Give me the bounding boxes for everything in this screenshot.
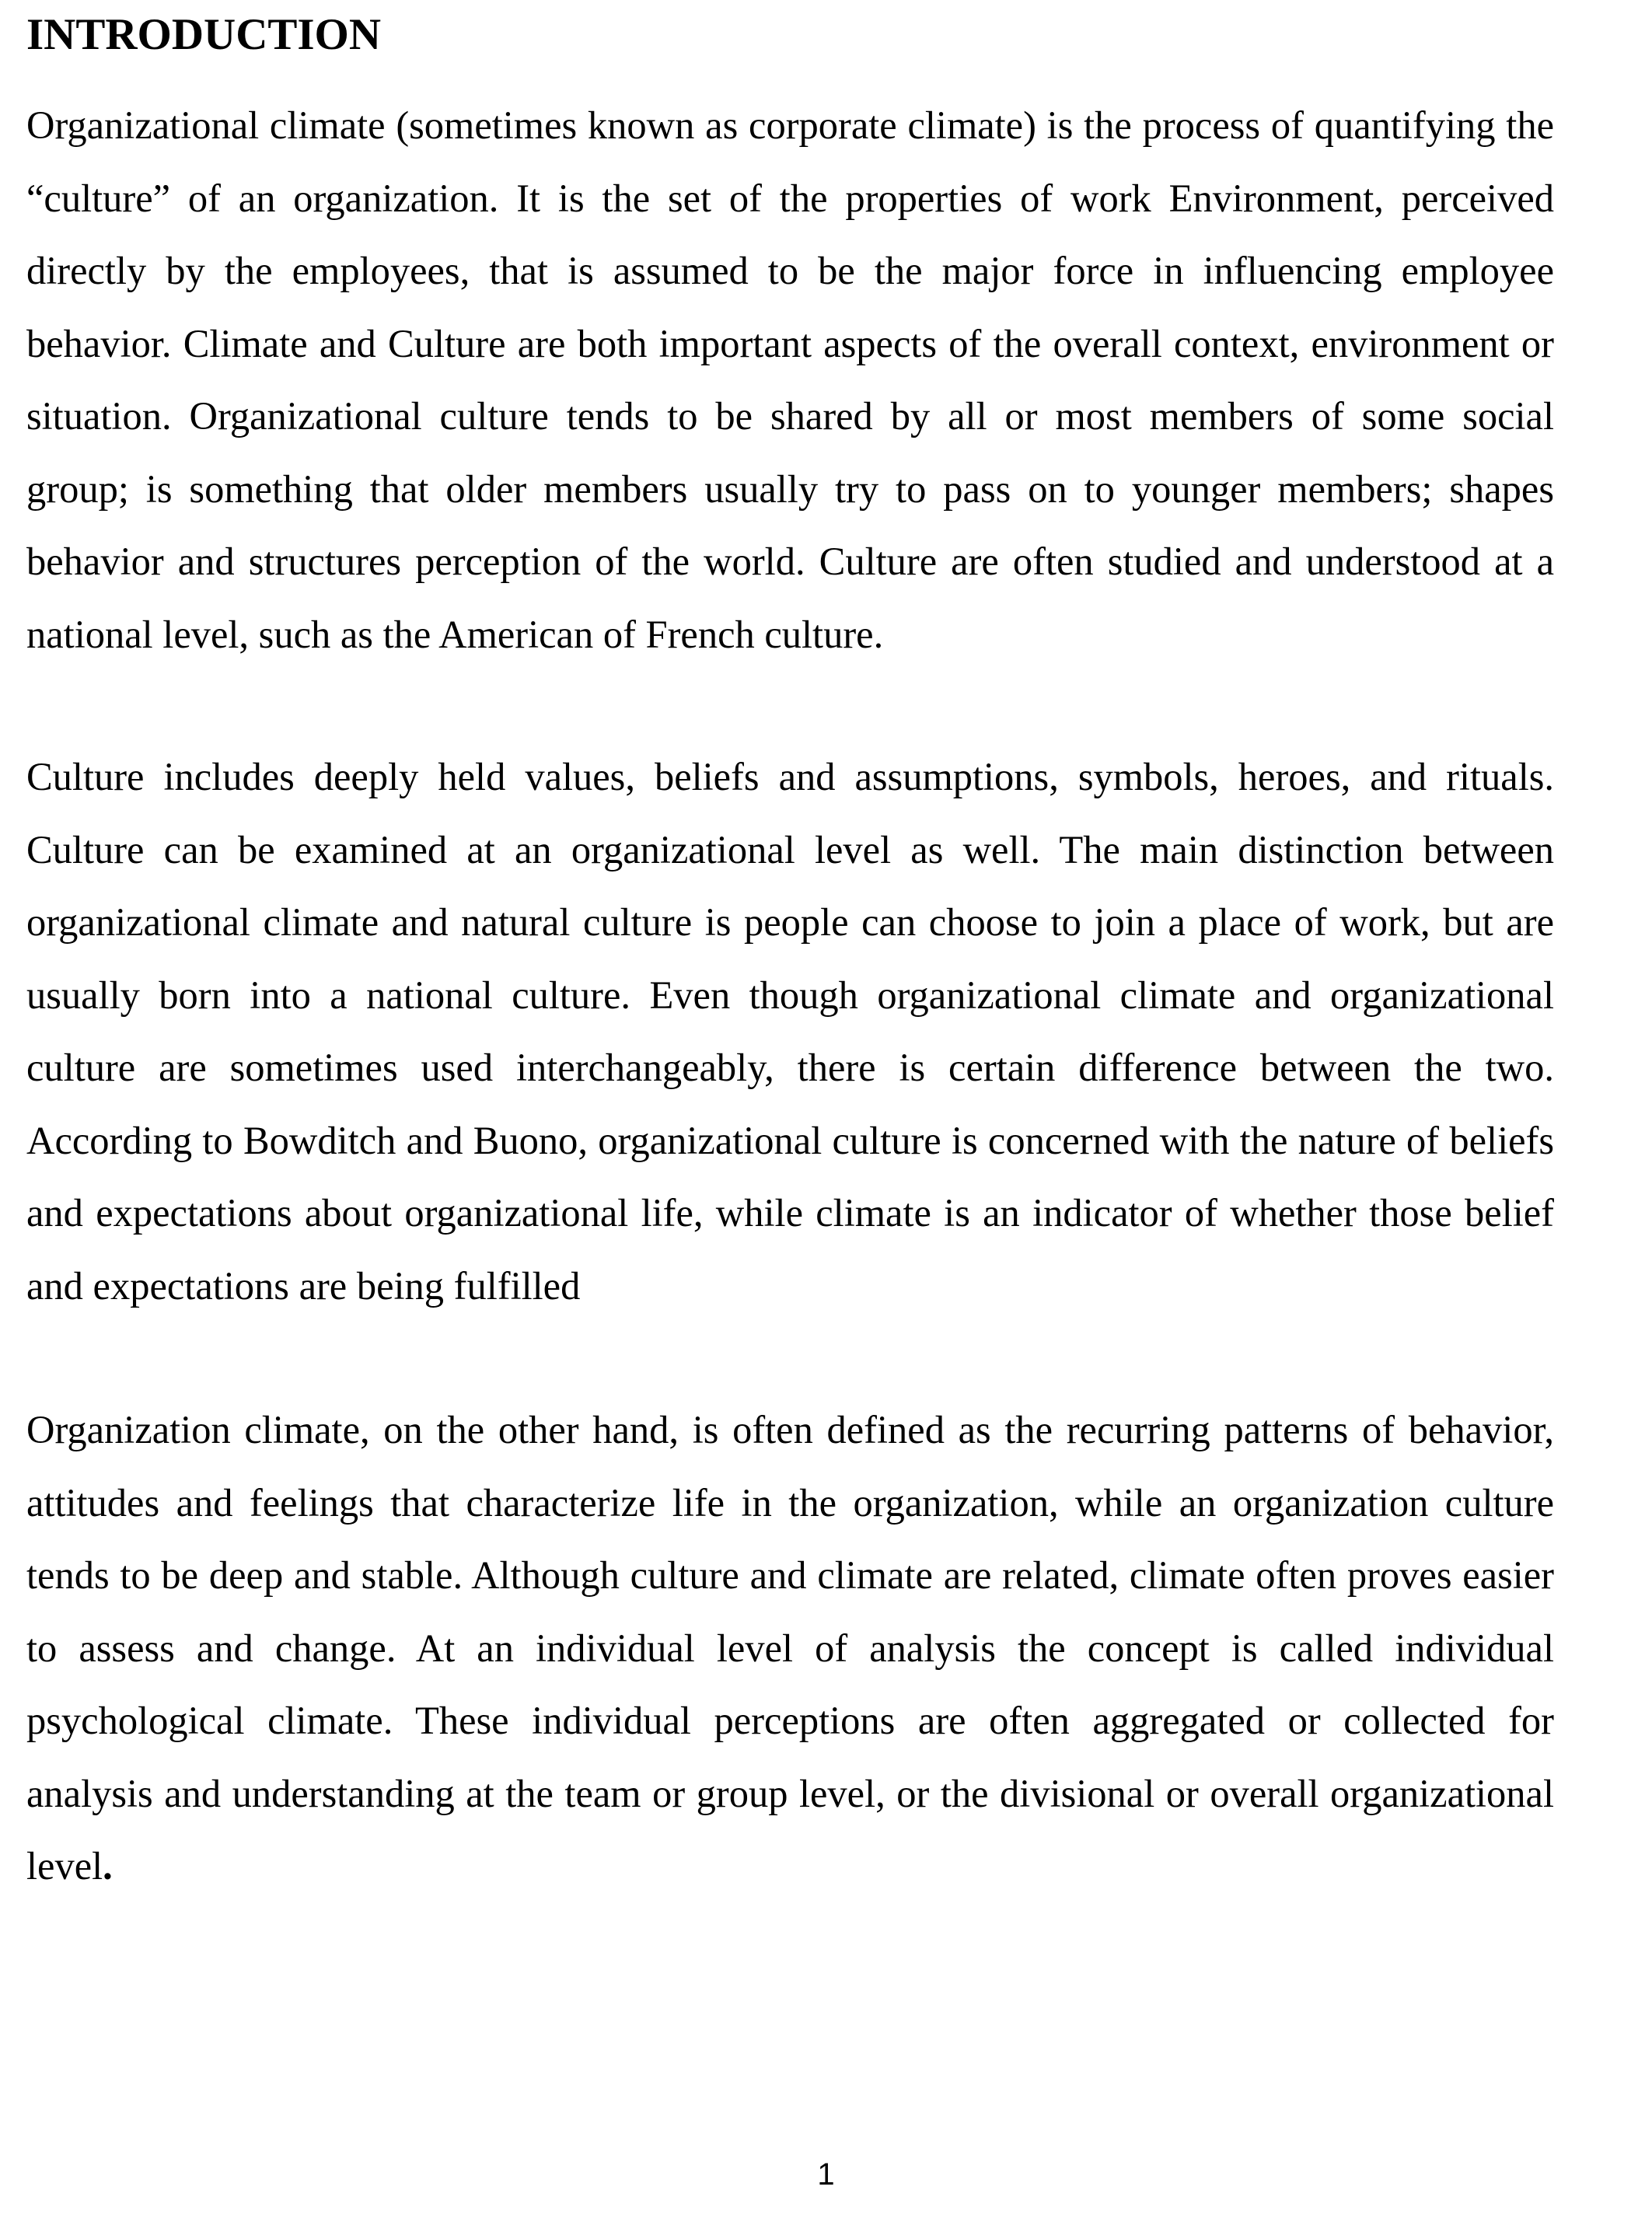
paragraph-2: Culture includes deeply held values, beliefs and assumptions, symbols, heroes, and rituals. Culture can be examined at an organizational level as well. The main distinction between organizational climate and natural culture is people can choose to join a place of work, but are usually born into a national culture. Even though organizational climate and organizational culture are sometimes used interchangeably, there is certain difference between the two. According to Bowditch and Buono, organizational culture is concerned with the nature of beliefs and expectations about organizational life, while climate is an indicator of whether those belief and expectations are being fulfilled (26, 755, 1554, 1308)
paragraph-3 (26, 1394, 1554, 1903)
paragraph-3-text: Organization climate, on the other hand, is often defined as the recurring patterns of behavior, attitudes and feelings that characterize life in the organization, while an organization culture tends to be deep and stable. Although culture and climate are related, climate often proves easier to assess and change. At an individual level of analysis the concept is called individual psychological climate. These individual perceptions are often aggregated or collected for analysis and understanding at the team or group level, or the divisional or overall organizational level (26, 1408, 1554, 1888)
section-heading: INTRODUCTION (26, 10, 382, 59)
page-number: 1 (817, 2157, 835, 2192)
paragraph-3-trailing-period: . (103, 1844, 113, 1888)
paragraph-1: Organizational climate (sometimes known as corporate climate) is the process of quantifying the “culture” of an organization. It is the set of the properties of work Environment, perceived directly by the employees, that is assumed to be the major force in influencing employee behavior. Climate and Culture are both important aspects of the overall context, environment or situation. Organizational culture tends to be shared by all or most members of some social group; is something that older members usually try to pass on to younger members; shapes behavior and structures perception of the world. Culture are often studied and understood at a national level, such as the American of French culture. (26, 103, 1554, 656)
